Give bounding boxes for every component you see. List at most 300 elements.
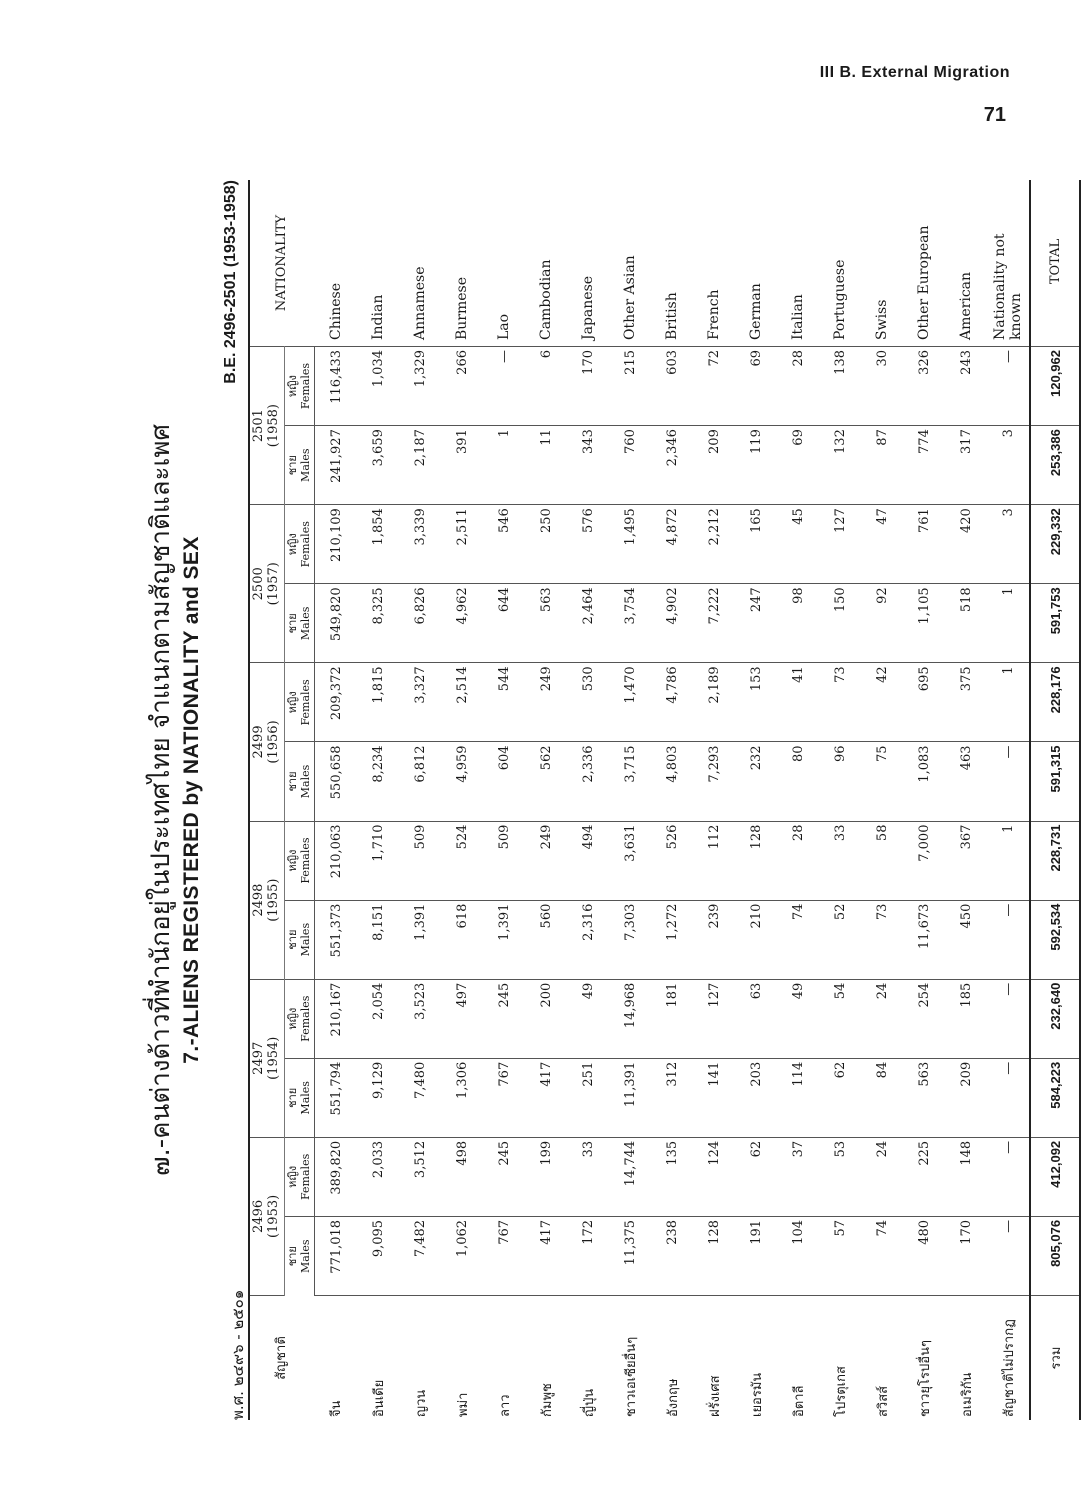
males-value: —	[987, 1216, 1030, 1295]
table-title-english: 7.-ALIENS REGISTERED by NATIONALITY and SEX	[180, 536, 203, 1064]
females-value: 603	[651, 347, 693, 426]
males-value: 92	[861, 584, 903, 663]
females-value: 3,631	[609, 821, 651, 900]
males-value: 2,187	[399, 426, 441, 505]
females-value: 245	[483, 1137, 525, 1216]
males-value: 7,303	[609, 900, 651, 979]
males-value: 463	[945, 742, 987, 821]
males-header: ชาย Males	[284, 742, 314, 821]
females-value: 24	[861, 979, 903, 1058]
females-value: 249	[525, 663, 567, 742]
males-value: 75	[861, 742, 903, 821]
males-value: 80	[777, 742, 819, 821]
nationality-thai: ชาวเอเซียอื่นๆ	[623, 1336, 639, 1417]
males-value: 247	[735, 584, 777, 663]
females-value: 14,744	[609, 1137, 651, 1216]
males-value: 1,391	[483, 900, 525, 979]
females-value: 124	[693, 1137, 735, 1216]
males-value: 560	[525, 900, 567, 979]
females-value: 185	[945, 979, 987, 1058]
males-value: 209	[945, 1058, 987, 1137]
females-value: 2,212	[693, 505, 735, 584]
females-value: 389,820	[315, 1137, 358, 1216]
males-value: 141	[693, 1058, 735, 1137]
females-value: 544	[483, 663, 525, 742]
nationality-english: Other Asian	[609, 180, 651, 347]
females-value: 367	[945, 821, 987, 900]
males-value: 6,826	[399, 584, 441, 663]
males-value: 8,234	[357, 742, 399, 821]
females-value: 3,512	[399, 1137, 441, 1216]
females-value: 497	[441, 979, 483, 1058]
males-value: 562	[525, 742, 567, 821]
females-value: 58	[861, 821, 903, 900]
females-value: 1,815	[357, 663, 399, 742]
nationality-english: Lao	[483, 180, 525, 347]
males-header: ชาย Males	[284, 426, 314, 505]
females-value: 28	[777, 821, 819, 900]
year-header: 2498 (1955)	[249, 821, 284, 979]
males-value: 1	[483, 426, 525, 505]
males-value: 172	[567, 1216, 609, 1295]
females-value: 225	[903, 1137, 945, 1216]
nationality-english: Swiss	[861, 180, 903, 347]
males-value: —	[987, 1058, 1030, 1137]
females-value: —	[483, 347, 525, 426]
males-value: 563	[525, 584, 567, 663]
females-value: 181	[651, 979, 693, 1058]
nationality-thai: จีน	[329, 1400, 345, 1417]
females-value: 138	[819, 347, 861, 426]
females-value: 73	[819, 663, 861, 742]
males-value: 760	[609, 426, 651, 505]
males-value: 549,820	[315, 584, 358, 663]
nationality-thai: ฝรั่งเศส	[707, 1375, 723, 1417]
males-value: 84	[861, 1058, 903, 1137]
males-value: 8,151	[357, 900, 399, 979]
females-value: 1,854	[357, 505, 399, 584]
females-value: 72	[693, 347, 735, 426]
females-value: 24	[861, 1137, 903, 1216]
females-value: —	[987, 979, 1030, 1058]
males-value: 210	[735, 900, 777, 979]
females-value: 69	[735, 347, 777, 426]
males-value: 7,482	[399, 1216, 441, 1295]
nationality-english: Cambodian	[525, 180, 567, 347]
females-value: 509	[483, 821, 525, 900]
females-value: 509	[399, 821, 441, 900]
males-value: 9,095	[357, 1216, 399, 1295]
table-row	[525, 180, 567, 1420]
females-value: 245	[483, 979, 525, 1058]
males-value: 4,902	[651, 584, 693, 663]
table-row	[693, 180, 735, 1420]
nationality-english: American	[945, 180, 987, 347]
females-value: 228,176	[1030, 663, 1080, 742]
females-value: 1,034	[357, 347, 399, 426]
males-value: 11,375	[609, 1216, 651, 1295]
females-value: 2,054	[357, 979, 399, 1058]
females-value: 6	[525, 347, 567, 426]
males-value: 1,062	[441, 1216, 483, 1295]
table-row	[651, 180, 693, 1420]
males-value: 3	[987, 426, 1030, 505]
males-value: 11,391	[609, 1058, 651, 1137]
males-value: 119	[735, 426, 777, 505]
females-value: 326	[903, 347, 945, 426]
nationality-thai: อังกฤษ	[665, 1378, 681, 1417]
table-row	[735, 180, 777, 1420]
females-value: 112	[693, 821, 735, 900]
nationality-thai: ชาวยุโรปอื่นๆ	[917, 1340, 933, 1417]
males-value: 9,129	[357, 1058, 399, 1137]
females-value: 1,495	[609, 505, 651, 584]
males-value: 591,315	[1030, 742, 1080, 821]
males-value: 73	[861, 900, 903, 979]
females-value: 45	[777, 505, 819, 584]
year-header: 2497 (1954)	[249, 979, 284, 1137]
females-value: 498	[441, 1137, 483, 1216]
nationality-english: Other European	[903, 180, 945, 347]
females-value: 165	[735, 505, 777, 584]
males-value: 480	[903, 1216, 945, 1295]
nationality-english: Japanese	[567, 180, 609, 347]
females-value: 420	[945, 505, 987, 584]
males-value: 450	[945, 900, 987, 979]
females-value: 2,514	[441, 663, 483, 742]
females-value: 228,731	[1030, 821, 1080, 900]
table-row	[399, 180, 441, 1420]
nationality-english: French	[693, 180, 735, 347]
males-value: 2,464	[567, 584, 609, 663]
nationality-english: Portuguese	[819, 180, 861, 347]
table-title-thai: ๗.-คนต่างด้าวที่พำนักอยู่ในประเทศไทย จำแนกตามสัญชาติและเพศ	[146, 423, 176, 1177]
nationality-english: British	[651, 180, 693, 347]
females-value: 63	[735, 979, 777, 1058]
males-value: 391	[441, 426, 483, 505]
females-value: 33	[819, 821, 861, 900]
table-row	[357, 180, 399, 1420]
females-value: 761	[903, 505, 945, 584]
nationality-thai: รวม	[1030, 1296, 1080, 1421]
females-value: 524	[441, 821, 483, 900]
females-value: 127	[819, 505, 861, 584]
males-value: 6,812	[399, 742, 441, 821]
total-row	[1030, 180, 1080, 1420]
nationality-thai: โปรตุเกส	[833, 1366, 849, 1417]
males-value: 591,753	[1030, 584, 1080, 663]
nationality-thai: ลาว	[497, 1394, 513, 1417]
page-number: 71	[983, 104, 1006, 126]
males-value: 7,480	[399, 1058, 441, 1137]
nationality-english: Burmese	[441, 180, 483, 347]
table-row	[315, 180, 358, 1420]
males-value: 232	[735, 742, 777, 821]
females-value: 49	[777, 979, 819, 1058]
females-value: 199	[525, 1137, 567, 1216]
females-value: 1	[987, 821, 1030, 900]
females-value: 116,433	[315, 347, 358, 426]
period-thai: พ.ศ. ๒๔๙๖ - ๒๕๐๑	[229, 1289, 247, 1420]
table-row	[987, 180, 1030, 1420]
males-value: 3,715	[609, 742, 651, 821]
nationality-thai: สวิสส์	[875, 1385, 891, 1417]
females-value: 200	[525, 979, 567, 1058]
males-value: 550,658	[315, 742, 358, 821]
nationality-thai: อิตาลี	[791, 1385, 807, 1417]
males-value: 4,959	[441, 742, 483, 821]
males-value: 74	[861, 1216, 903, 1295]
males-value: 2,316	[567, 900, 609, 979]
males-value: 2,346	[651, 426, 693, 505]
males-value: 644	[483, 584, 525, 663]
males-header: ชาย Males	[284, 1216, 314, 1295]
females-value: 375	[945, 663, 987, 742]
table-row	[483, 180, 525, 1420]
males-value: 191	[735, 1216, 777, 1295]
males-value: 771,018	[315, 1216, 358, 1295]
females-value: 120,962	[1030, 347, 1080, 426]
males-value: 7,293	[693, 742, 735, 821]
males-value: 87	[861, 426, 903, 505]
females-value: 41	[777, 663, 819, 742]
males-value: 69	[777, 426, 819, 505]
table-row	[819, 180, 861, 1420]
males-value: 1,105	[903, 584, 945, 663]
males-value: —	[987, 900, 1030, 979]
females-value: 3,339	[399, 505, 441, 584]
nationality-english: Annamese	[399, 180, 441, 347]
nationality-thai: ญวน	[413, 1389, 429, 1417]
males-value: 317	[945, 426, 987, 505]
table-row	[441, 180, 483, 1420]
table-row	[861, 180, 903, 1420]
females-value: 2,189	[693, 663, 735, 742]
females-value: 42	[861, 663, 903, 742]
females-value: 135	[651, 1137, 693, 1216]
females-value: 210,109	[315, 505, 358, 584]
females-value: 3	[987, 505, 1030, 584]
females-value: 215	[609, 347, 651, 426]
females-header: หญิง Females	[284, 505, 314, 584]
females-value: 494	[567, 821, 609, 900]
males-value: 114	[777, 1058, 819, 1137]
males-value: 62	[819, 1058, 861, 1137]
females-value: 209,372	[315, 663, 358, 742]
females-value: 153	[735, 663, 777, 742]
males-value: 11	[525, 426, 567, 505]
females-header: หญิง Females	[284, 347, 314, 426]
females-header: หญิง Females	[284, 821, 314, 900]
males-value: 551,373	[315, 900, 358, 979]
females-value: 4,872	[651, 505, 693, 584]
females-value: 62	[735, 1137, 777, 1216]
females-value: 1	[987, 663, 1030, 742]
males-value: 551,794	[315, 1058, 358, 1137]
females-value: 2,511	[441, 505, 483, 584]
females-value: 128	[735, 821, 777, 900]
females-value: 2,033	[357, 1137, 399, 1216]
nationality-english: Indian	[357, 180, 399, 347]
males-value: 592,534	[1030, 900, 1080, 979]
females-header: หญิง Females	[284, 663, 314, 742]
males-value: 584,223	[1030, 1058, 1080, 1137]
males-value: —	[987, 742, 1030, 821]
males-value: 2,336	[567, 742, 609, 821]
females-value: 243	[945, 347, 987, 426]
nationality-thai: พม่า	[455, 1392, 471, 1417]
males-value: 604	[483, 742, 525, 821]
males-value: 150	[819, 584, 861, 663]
females-value: 30	[861, 347, 903, 426]
nationality-english: Italian	[777, 180, 819, 347]
females-value: 14,968	[609, 979, 651, 1058]
males-value: 96	[819, 742, 861, 821]
males-value: 3,659	[357, 426, 399, 505]
table-row	[777, 180, 819, 1420]
males-header: ชาย Males	[284, 584, 314, 663]
males-value: 203	[735, 1058, 777, 1137]
females-value: 33	[567, 1137, 609, 1216]
females-value: 1,470	[609, 663, 651, 742]
females-value: 266	[441, 347, 483, 426]
females-value: 1,710	[357, 821, 399, 900]
females-value: 530	[567, 663, 609, 742]
year-header-row	[249, 180, 284, 1420]
females-value: 210,167	[315, 979, 358, 1058]
females-value: 1,329	[399, 347, 441, 426]
females-value: 28	[777, 347, 819, 426]
rotated-table-page	[140, 180, 1064, 1420]
males-value: 104	[777, 1216, 819, 1295]
females-value: 412,092	[1030, 1137, 1080, 1216]
males-value: 1	[987, 584, 1030, 663]
males-value: 4,803	[651, 742, 693, 821]
table-row	[567, 180, 609, 1420]
females-value: 53	[819, 1137, 861, 1216]
females-value: 526	[651, 821, 693, 900]
males-value: 417	[525, 1058, 567, 1137]
females-value: 229,332	[1030, 505, 1080, 584]
males-value: 1,083	[903, 742, 945, 821]
table-row	[609, 180, 651, 1420]
males-value: 805,076	[1030, 1216, 1080, 1295]
year-header: 2501 (1958)	[249, 347, 284, 505]
females-header: หญิง Females	[284, 979, 314, 1058]
males-value: 518	[945, 584, 987, 663]
males-value: 8,325	[357, 584, 399, 663]
males-value: 253,386	[1030, 426, 1080, 505]
males-value: 767	[483, 1058, 525, 1137]
aliens-table	[248, 180, 1081, 1420]
year-header: 2496 (1953)	[249, 1137, 284, 1295]
males-value: 7,222	[693, 584, 735, 663]
males-value: 618	[441, 900, 483, 979]
males-value: 417	[525, 1216, 567, 1295]
table-row	[903, 180, 945, 1420]
table-body	[315, 180, 1081, 1420]
males-value: 11,673	[903, 900, 945, 979]
year-header: 2499 (1956)	[249, 663, 284, 821]
males-value: 343	[567, 426, 609, 505]
males-value: 251	[567, 1058, 609, 1137]
nationality-thai: อินเดีย	[371, 1379, 387, 1417]
females-value: 148	[945, 1137, 987, 1216]
females-value: 37	[777, 1137, 819, 1216]
nationality-thai: อเมริกัน	[959, 1372, 975, 1417]
year-header: 2500 (1957)	[249, 505, 284, 663]
females-value: 232,640	[1030, 979, 1080, 1058]
sex-header-row	[284, 180, 314, 1420]
nationality-thai: ญี่ปุ่น	[581, 1388, 597, 1417]
females-value: —	[987, 347, 1030, 426]
females-value: 49	[567, 979, 609, 1058]
males-value: 238	[651, 1216, 693, 1295]
males-value: 4,962	[441, 584, 483, 663]
females-value: 47	[861, 505, 903, 584]
males-value: 563	[903, 1058, 945, 1137]
females-value: 127	[693, 979, 735, 1058]
females-value: 210,063	[315, 821, 358, 900]
females-value: 576	[567, 505, 609, 584]
females-value: 695	[903, 663, 945, 742]
nationality-english: German	[735, 180, 777, 347]
males-value: 3,754	[609, 584, 651, 663]
females-value: 54	[819, 979, 861, 1058]
females-value: 3,327	[399, 663, 441, 742]
nationality-english: Nationality not known	[987, 180, 1030, 347]
females-value: 3,523	[399, 979, 441, 1058]
females-header: หญิง Females	[284, 1137, 314, 1216]
males-value: 132	[819, 426, 861, 505]
nationality-header-thai: สัญชาติ	[249, 1296, 315, 1421]
nationality-thai: เยอรมัน	[749, 1372, 765, 1417]
males-value: 128	[693, 1216, 735, 1295]
males-header: ชาย Males	[284, 1058, 314, 1137]
females-value: 4,786	[651, 663, 693, 742]
nationality-thai: สัญชาติไม่ปรากฏ	[1001, 1319, 1017, 1417]
males-value: 774	[903, 426, 945, 505]
nationality-thai: กัมพูช	[539, 1383, 555, 1417]
males-value: 170	[945, 1216, 987, 1295]
males-value: 57	[819, 1216, 861, 1295]
section-header: III B. External Migration	[819, 64, 1010, 81]
nationality-english: TOTAL	[1030, 180, 1080, 347]
females-value: 254	[903, 979, 945, 1058]
males-value: 767	[483, 1216, 525, 1295]
period-english: B.E. 2496-2501 (1953-1958)	[222, 180, 239, 384]
nationality-english: Chinese	[315, 180, 358, 347]
females-value: 546	[483, 505, 525, 584]
females-value: 170	[567, 347, 609, 426]
females-value: 249	[525, 821, 567, 900]
males-value: 1,391	[399, 900, 441, 979]
males-value: 239	[693, 900, 735, 979]
females-value: 7,000	[903, 821, 945, 900]
females-value: —	[987, 1137, 1030, 1216]
males-value: 241,927	[315, 426, 358, 505]
males-header: ชาย Males	[284, 900, 314, 979]
males-value: 1,272	[651, 900, 693, 979]
females-value: 250	[525, 505, 567, 584]
males-value: 98	[777, 584, 819, 663]
males-value: 52	[819, 900, 861, 979]
males-value: 74	[777, 900, 819, 979]
males-value: 312	[651, 1058, 693, 1137]
nationality-header-english: NATIONALITY	[249, 180, 315, 347]
table-row	[945, 180, 987, 1420]
males-value: 1,306	[441, 1058, 483, 1137]
